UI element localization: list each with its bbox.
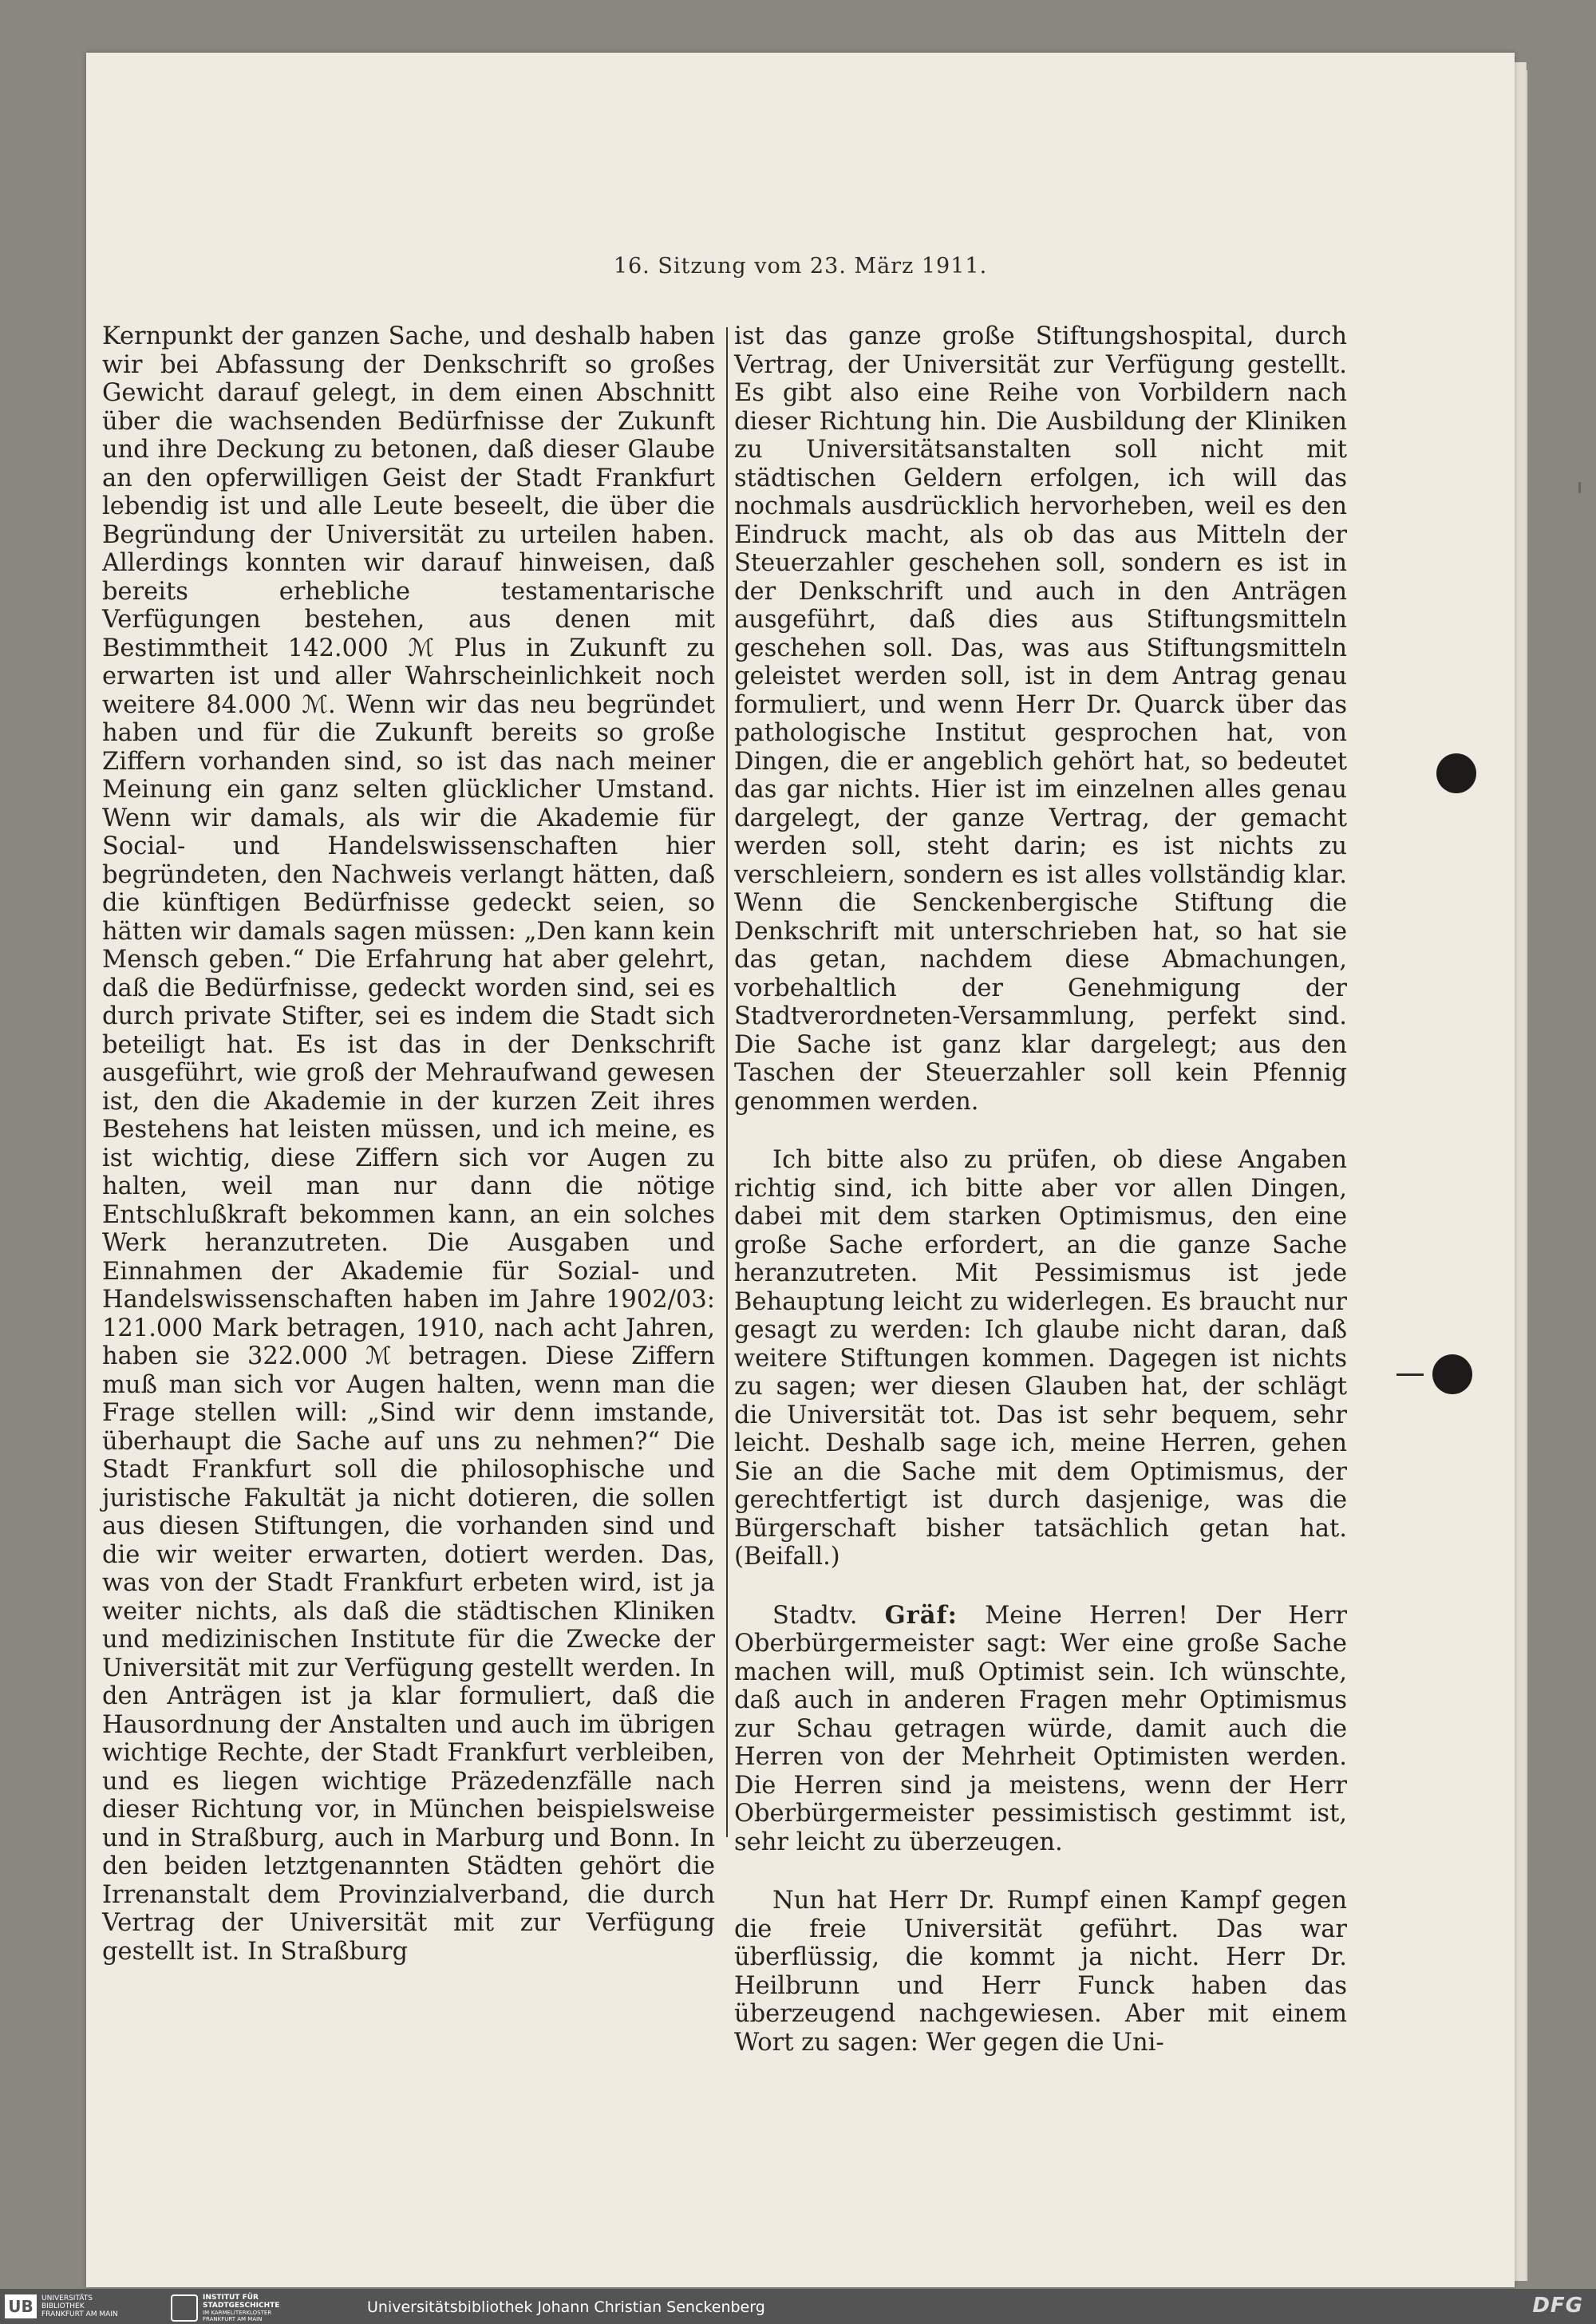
filing-mark xyxy=(1396,1373,1424,1376)
viewer-footer xyxy=(0,2289,1596,2324)
dfg-logo[interactable]: DFG xyxy=(1532,2294,1583,2318)
speech-text: Meine Herren! Der Herr Oberbürgermeister sagt: Wer eine große Sache machen will, muß Optimist sein. Ich wünschte, daß auch in anderen Fragen mehr Optimismus zur Schau getragen würde, damit auch die Herren von der Mehrheit Optimisten werden. Die Herren sind ja meistens, wenn der Herr Oberbürgermeister pessimistisch gestimmt ist, sehr leicht zu überzeugen. xyxy=(734,1601,1347,1856)
library-name: Universitätsbibliothek Johann Christian Senckenberg xyxy=(367,2298,765,2316)
institute-logo-text: INSTITUT FÜR xyxy=(203,2294,259,2302)
column-divider xyxy=(726,327,728,1837)
left-column xyxy=(102,322,715,1966)
margin-mark xyxy=(1578,482,1581,493)
institute-logo-text: IM KARMELITERKLOSTER xyxy=(203,2310,272,2316)
speaker-title: Stadtv. xyxy=(772,1601,858,1630)
ub-logo-text: FRANKFURT AM MAIN xyxy=(41,2310,118,2318)
paragraph: Kernpunkt der ganzen Sache, und deshalb haben wir bei Abfassung der Denkschrift so großes Gewicht darauf gelegt, in dem einen Abschnitt über die wachsenden Bedürfnisse der Zukunft und ihre Deckung zu betonen, daß dieser Glaube an den opferwilligen Geist der Stadt Frankfurt lebendig ist und alle Leute beseelt, die über die Begründung der Universität zu urteilen haben. Allerdings konnten wir darauf hinweisen, daß bereits erhebliche testamentarische Verfügungen bestehen, aus denen mit Bestimmtheit 142.000 ℳ Plus in Zukunft zu erwarten ist und aller Wahrscheinlichkeit noch weitere 84.000 ℳ. Wenn wir das neu begründet haben und für die Zukunft bereits so große Ziffern vorhanden sind, so ist das nach meiner Meinung ein ganz selten glücklicher Umstand. Wenn wir damals, als wir die Akademie für Social- und Handelswissenschaften hier begründeten, den Nachweis verlangt hätten, daß die künftigen Bedürfnisse gedeckt seien, so hätten wir damals sagen müssen: „Den kann kein Mensch geben.“ Die Erfahrung hat aber gelehrt, daß die Bedürfnisse, gedeckt worden sind, sei es durch private Stifter, sei es indem die Stadt sich beteiligt hat. Es ist das in der Denkschrift ausgeführt, wie groß der Mehraufwand gewesen ist, den die Akademie in der kurzen Zeit ihres Bestehens hat leisten müssen, und ich meine, es ist wichtig, diese Ziffern sich vor Augen zu halten, weil man nur dann die nötige Entschlußkraft bekommen kann, an ein solches Werk heranzutreten. Die Ausgaben und Einnahmen der Akademie für Sozial- und Handelswissenschaften haben im Jahre 1902/03: 121.000 Mark betragen, 1910, nach acht Jahren, haben sie 322.000 ℳ betragen. Diese Ziffern muß man sich vor Augen halten, wenn man die Frage stellen will: „Sind wir denn imstande, überhaupt die Sache auf uns zu nehmen?“ Die Stadt Frankfurt soll die philosophische und juristische Fakultät ja nicht dotieren, die sollen aus diesen Stiftungen, die vorhanden sind und die wir weiter erwarten, dotiert werden. Das, was von der Stadt Frankfurt erbeten wird, ist ja weiter nichts, als daß die städtischen Kliniken und medizinischen Institute für die Zwecke der Universität mit zur Verfügung gestellt werden. In den Anträgen ist ja klar formuliert, daß die Hausordnung der Anstalten und auch im übrigen wichtige Rechte, der Stadt Frankfurt verbleiben, und es liegen wichtige Präzedenzfälle nach dieser Richtung vor, in München beispielsweise und in Straßburg, auch in Marburg und Bonn. In den beiden letztgenannten Städten gehört die Irrenanstalt dem Provinzialverband, die durch Vertrag der Universität mit zur Verfügung gestellt ist. In Straßburg xyxy=(102,322,715,1966)
ub-logo[interactable] xyxy=(5,2294,118,2319)
institute-logo[interactable] xyxy=(171,2294,279,2322)
speaker-paragraph xyxy=(734,1602,1347,1857)
page-header: 16. Sitzung vom 23. März 1911. xyxy=(613,254,988,279)
ub-logo-text: UNIVERSITÄTS xyxy=(41,2294,93,2302)
paragraph: ist das ganze große Stiftungshospital, durch Vertrag, der Universität zur Verfügung gestellt. Es gibt also eine Reihe von Vorbildern nach dieser Richtung hin. Die Ausbildung der Kliniken zu Universitätsanstalten soll nicht mit städtischen Geldern erfolgen, ich will das nochmals ausdrücklich hervorheben, weil es den Eindruck macht, als ob das aus Mitteln der Steuerzahler geschehen soll, sondern es ist in der Denkschrift und auch in den Anträgen ausgeführt, daß dies aus Stiftungsmitteln geschehen soll. Das, was aus Stiftungsmitteln geleistet werden soll, ist in dem Antrag genau formuliert, und wenn Herr Dr. Quarck über das pathologische Institut gesprochen hat, von Dingen, die er angeblich gehört hat, so bedeutet das gar nichts. Hier ist im einzelnen alles genau dargelegt, der ganze Vertrag, der gemacht werden soll, steht darin; es ist nichts zu verschleiern, sondern es ist alles vollständig klar. Wenn die Senckenbergische Stiftung die Denkschrift mit unterschrieben hat, so hat sie das getan, nachdem diese Abmachungen, vorbehaltlich der Genehmigung der Stadtverordneten-Versammlung, perfekt sind. Die Sache ist ganz klar dargelegt; aus den Taschen der Steuerzahler soll kein Pfennig genommen werden. xyxy=(734,322,1347,1116)
speaker-name: Gräf: xyxy=(884,1600,958,1630)
institute-logo-text: FRANKFURT AM MAIN xyxy=(203,2316,263,2322)
seal-icon xyxy=(171,2294,198,2322)
paragraph: Nun hat Herr Dr. Rumpf einen Kampf gegen die freie Universität geführt. Das war überflüssig, die kommt ja nicht. Herr Dr. Heilbrunn und Herr Funck haben das überzeugend nachgewiesen. Aber mit einem Wort zu sagen: Wer gegen die Uni- xyxy=(734,1887,1347,2057)
right-column xyxy=(734,322,1347,2057)
document-page xyxy=(86,53,1515,2287)
punch-hole xyxy=(1432,1354,1472,1394)
institute-logo-text: STADTGESCHICHTE xyxy=(203,2302,280,2310)
paragraph: Ich bitte also zu prüfen, ob diese Angaben richtig sind, ich bitte aber vor allen Dingen, dabei mit dem starken Optimismus, den eine große Sache erfordert, an die ganze Sache heranzutreten. Mit Pessimismus ist jede Behauptung leicht zu widerlegen. Es braucht nur gesagt zu werden: Ich glaube nicht daran, daß weitere Stiftungen kommen. Dagegen ist nichts zu sagen; wer diesen Glauben hat, der schlägt die Universität tot. Das ist sehr bequem, sehr leicht. Deshalb sage ich, meine Herren, gehen Sie an die Sache mit dem Optimismus, der gerechtfertigt ist durch dasjenige, was die Bürgerschaft bisher tatsächlich getan hat. (Beifall.) xyxy=(734,1146,1347,1571)
ub-logo-mark: UB xyxy=(5,2294,37,2318)
punch-hole xyxy=(1436,753,1476,793)
ub-logo-text: BIBLIOTHEK xyxy=(41,2302,85,2310)
